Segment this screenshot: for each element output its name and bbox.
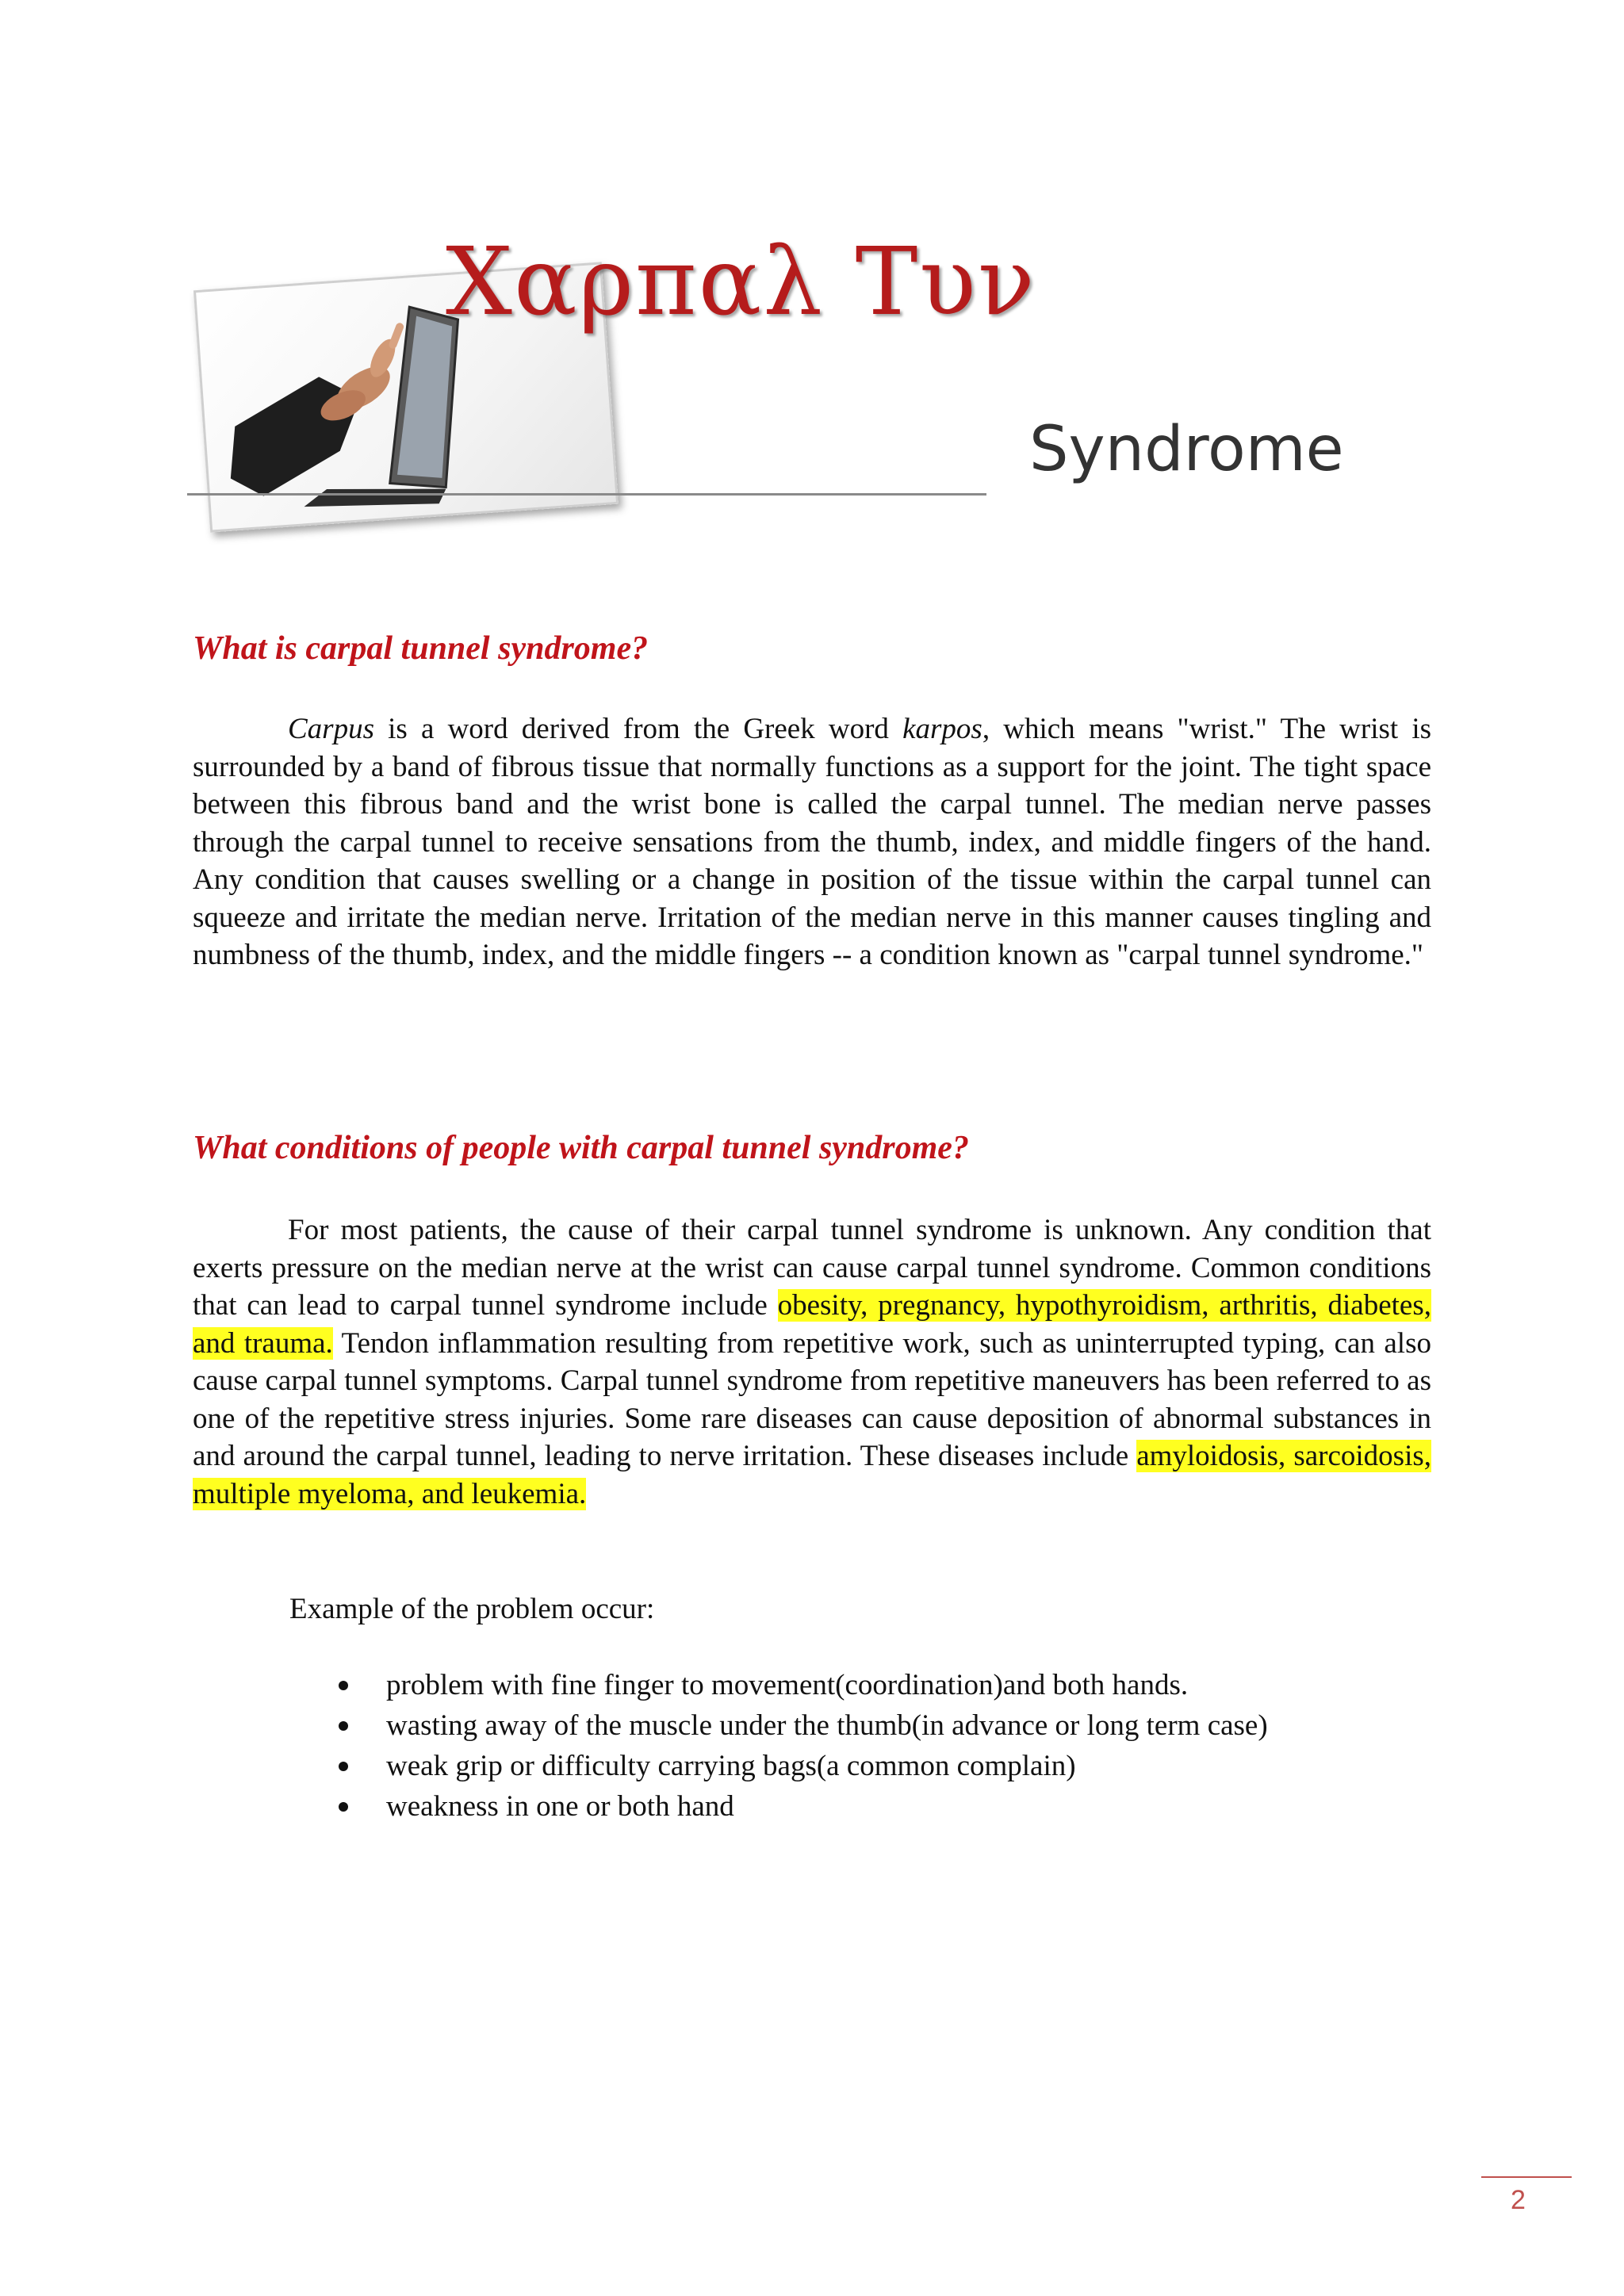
- paragraph-conditions: For most patients, the cause of their carpal tunnel syndrome is unknown. Any condition that exerts pressure on the median nerve at the wrist can cause carpal tunnel syndrome. Common conditions that can lead to carpal tunnel syndrome include obesity, pregnancy, hypothyroidism, arthritis, diabetes, and trauma. Tendon inflammation resulting from repetitive work, such as uninterrupted typing, can also cause carpal tunnel symptoms. Carpal tunnel syndrome from repetitive maneuvers has been referred to as one of the repetitive stress injuries. Some rare diseases can cause deposition of abnormal substances in and around the carpal tunnel, leading to nerve irritation. These diseases include amyloidosis, sarcoidosis, multiple myeloma, and leukemia.: [193, 1214, 1431, 1510]
- example-intro: Example of the problem occur:: [289, 1593, 655, 1625]
- section-heading-conditions: What conditions of people with carpal tunnel syndrome?: [193, 1130, 969, 1166]
- highlight-common-conditions: obesity, pregnancy, hypothyroidism, arthritis, diabetes, and trauma.: [193, 1289, 1431, 1360]
- banner-divider: [187, 493, 986, 496]
- paragraph-definition: Carpus is a word derived from the Greek word karpos, which means "wrist." The wrist is surrounded by a band of fibrous tissue that normally functions as a support for the joint. The tight space between this fibrous band and the wrist bone is called the carpal tunnel. The median nerve passes through the carpal tunnel to receive sensations from the thumb, index, and middle fingers of the hand. Any condition that causes swelling or a change in position of the tissue within the carpal tunnel can squeeze and irritate the median nerve. Irritation of the median nerve in this manner causes tingling and numbness of the thumb, index, and the middle fingers -- a condition known as "carpal tunnel syndrome.": [193, 713, 1432, 971]
- term-carpus: Carpus: [288, 713, 374, 745]
- bullet-icon: [339, 1721, 348, 1731]
- list-item: weak grip or difficulty carrying bags(a common complain): [289, 1746, 1268, 1786]
- header-banner: [187, 227, 1344, 552]
- bullet-icon: [339, 1762, 348, 1771]
- list-item: problem with fine finger to movement(coordination)and both hands.: [289, 1665, 1268, 1705]
- section-heading-what-is: What is carpal tunnel syndrome?: [193, 630, 649, 667]
- footer-divider: [1481, 2176, 1572, 2178]
- symptom-list: [289, 1665, 1268, 1827]
- page-number: 2: [1511, 2185, 1526, 2215]
- banner-subtitle: Syndrome: [1029, 414, 1344, 485]
- list-item: weakness in one or both hand: [289, 1786, 1268, 1827]
- highlight-rare-diseases: amyloidosis, sarcoidosis, multiple myeloma, and leukemia.: [193, 1440, 1431, 1510]
- bullet-icon: [339, 1802, 348, 1812]
- list-item: wasting away of the muscle under the thumb(in advance or long term case): [289, 1705, 1268, 1746]
- term-karpos: karpos: [902, 713, 982, 745]
- banner-title: Χαρπαλ Τυν: [446, 227, 1036, 336]
- bullet-icon: [339, 1681, 348, 1690]
